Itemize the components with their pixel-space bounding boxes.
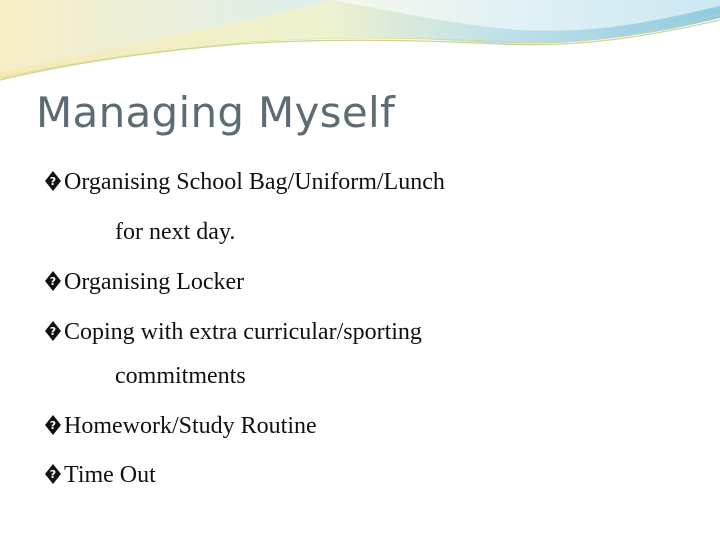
list-item xyxy=(44,170,445,194)
bullet-text: Homework/Study Routine xyxy=(64,413,317,439)
svg-text:?: ? xyxy=(49,325,57,338)
missing-glyph-icon xyxy=(44,414,62,436)
svg-text:?: ? xyxy=(49,275,57,288)
decorative-header-wave xyxy=(0,0,720,95)
svg-text:?: ? xyxy=(49,175,57,188)
svg-text:?: ? xyxy=(49,468,57,481)
list-item-continuation xyxy=(44,220,235,244)
list-item xyxy=(44,463,156,487)
bullet-continuation-text: commitments xyxy=(115,363,246,389)
list-item xyxy=(44,320,422,344)
bullet-text: Organising School Bag/Uniform/Lunch xyxy=(64,169,445,195)
bullet-continuation-text: for next day. xyxy=(115,219,236,245)
bullet-text: Coping with extra curricular/sporting xyxy=(64,319,422,345)
bullet-text: Time Out xyxy=(64,462,156,488)
bullet-text: Organising Locker xyxy=(64,269,245,295)
missing-glyph-icon xyxy=(44,320,62,342)
list-item xyxy=(44,414,317,438)
page-title: Managing Myself xyxy=(36,88,396,137)
svg-text:?: ? xyxy=(49,419,57,432)
missing-glyph-icon xyxy=(44,270,62,292)
list-item-continuation xyxy=(44,364,246,388)
list-item xyxy=(44,270,244,294)
missing-glyph-icon xyxy=(44,170,62,192)
missing-glyph-icon xyxy=(44,463,62,485)
